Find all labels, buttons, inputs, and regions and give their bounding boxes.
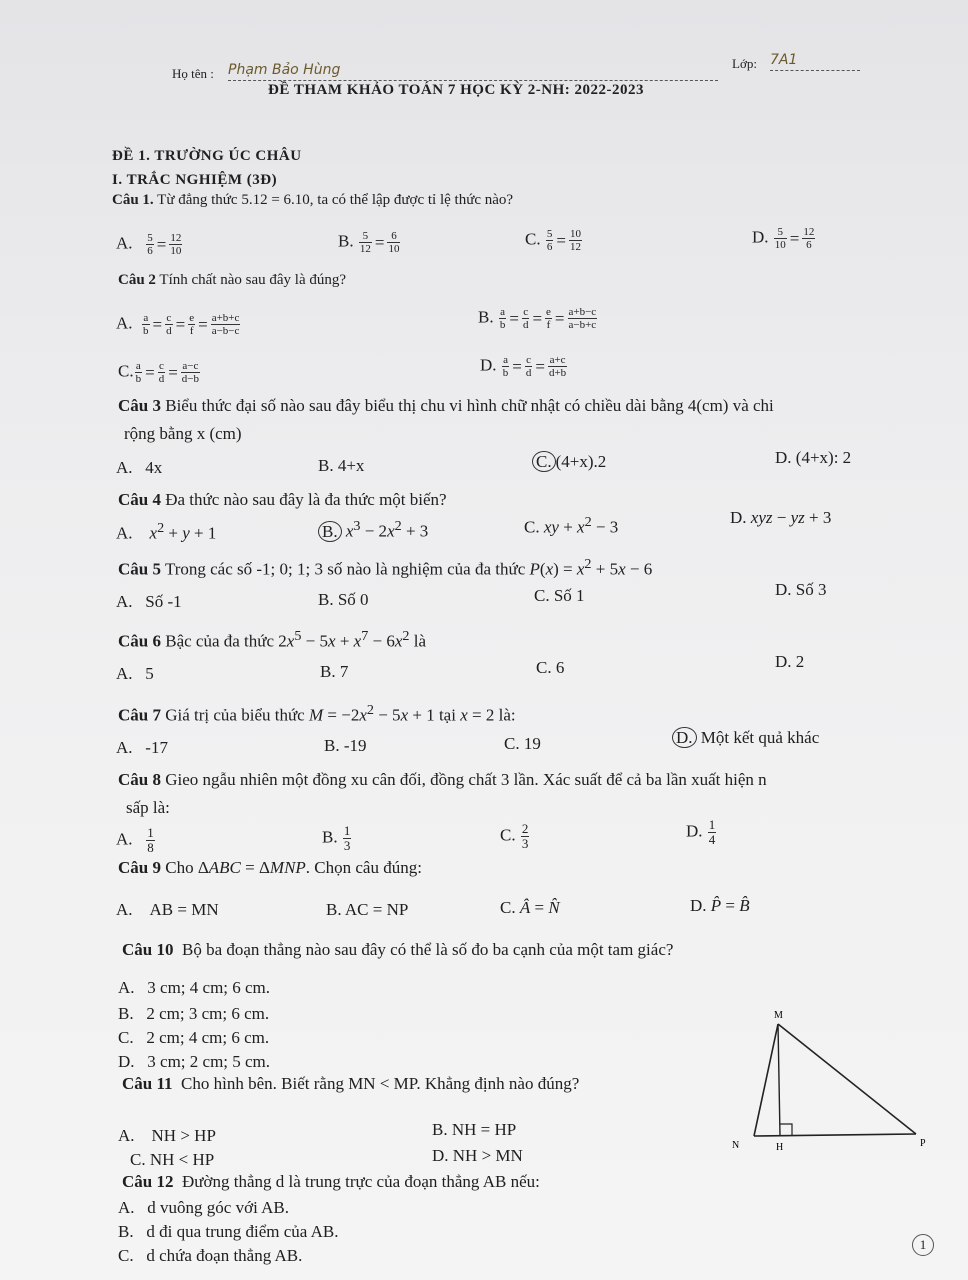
q5-stem: Câu 5 Trong các số -1; 0; 1; 3 số nào là nghiệm của đa thức $P(x) = x^2 + 5x - 6$: [118, 556, 653, 579]
q9-option-a: A. AB = MN: [116, 900, 219, 919]
q11-stem: Câu 11 Cho hình bên. Biết rằng MN < MP. Khẳng định nào đúng?: [122, 1074, 580, 1093]
segment-mn: [754, 1024, 778, 1136]
q9-stem: Câu 9 Cho ΔABC = ΔMNP. Chọn câu đúng:: [118, 858, 422, 877]
exam-header-title: ĐỀ THAM KHẢO TOÁN 7 HỌC KỲ 2-NH: 2022-2023: [268, 82, 645, 98]
q8-stem-cont: sấp là:: [126, 798, 170, 817]
q6-option-c: C. 6: [536, 658, 565, 677]
q5-option-c: C. Số 1: [534, 586, 585, 605]
q3-stem: Câu 3 Biểu thức đại số nào sau đây biểu thị chu vi hình chữ nhật có chiều dài bằng 4(cm) và chi: [118, 396, 774, 415]
q7-option-c: C. 19: [504, 734, 541, 753]
q5-option-b: B. Số 0: [318, 590, 369, 609]
q1-option-d: D. $\frac{5}{10}$ = $\frac{12}{6}$: [752, 226, 815, 251]
right-angle-mark: [780, 1124, 792, 1136]
q2-option-d: D. $\frac{a}{b}$ = $\frac{c}{d}$ = $\frac{a+c}{d+b}$: [480, 354, 567, 379]
q3-stem-cont: rộng bằng x (cm): [124, 424, 242, 443]
q3-option-a: A. 4x: [116, 458, 163, 477]
q11-option-c: C. NH < HP: [130, 1150, 215, 1169]
q10-option-d: D. 3 cm; 2 cm; 5 cm.: [118, 1052, 271, 1071]
q3-option-d: D. (4+x): 2: [775, 448, 852, 467]
q7-option-b: B. -19: [324, 736, 367, 755]
q8-stem: Câu 8 Gieo ngẫu nhiên một đồng xu cân đối, đồng chất 3 lần. Xác suất để cả ba lần xuất hiện n: [118, 770, 767, 789]
label-h: H: [776, 1142, 784, 1153]
altitude-mh: [778, 1024, 780, 1136]
q9-option-b: B. AC = NP: [326, 900, 409, 919]
class-value: 7A1: [770, 50, 860, 71]
q6-option-b: B. 7: [320, 662, 349, 681]
triangle-mnp-figure: [728, 1006, 938, 1156]
q10-stem: Câu 10 Bộ ba đoạn thẳng nào sau đây có thể là số đo ba cạnh của một tam giác?: [122, 940, 674, 959]
q4-option-d: D. xyz − yz + 3: [730, 508, 832, 527]
segment-mp: [778, 1024, 916, 1134]
q8-option-d: D. $\frac{1}{4}$: [686, 817, 716, 847]
q3-option-c: C. (4+x).2: [532, 452, 606, 472]
q7-option-a: A. -17: [116, 738, 168, 757]
name-label: Họ tên :: [172, 66, 214, 81]
q5-option-d: D. Số 3: [775, 580, 827, 599]
q12-option-c: C. d chứa đoạn thẳng AB.: [118, 1246, 303, 1265]
part-title: I. TRẮC NGHIỆM (3Đ): [112, 172, 278, 188]
q7-option-d: D. Một kết quả khác: [672, 728, 819, 748]
q8-option-c: C. $\frac{2}{3}$: [500, 821, 529, 851]
student-name: Phạm Bảo Hùng: [228, 60, 718, 81]
q6-option-a: A. 5: [116, 664, 154, 683]
label-p: P: [920, 1138, 926, 1149]
exam-title: ĐỀ 1. TRƯỜNG ÚC CHÂU: [112, 148, 302, 164]
q4-option-a: A. $x^2 + y + 1$: [116, 520, 217, 543]
q12-stem: Câu 12 Đường thẳng d là trung trực của đoạn thẳng AB nếu:: [122, 1172, 540, 1191]
q6-stem: Câu 6 Bậc của đa thức $2x^5 - 5x + x^7 - 6x^2$ là: [118, 628, 427, 651]
class-label: Lớp:: [732, 56, 757, 71]
q4-option-b: B. $x^3 - 2x^2 + 3$: [318, 516, 428, 542]
q3-option-b: B. 4+x: [318, 456, 365, 475]
q7-stem: Câu 7 Giá trị của biểu thức $M = -2x^2 - 5x + 1$ tại x = 2 là:: [118, 702, 516, 725]
q8-option-b: B. $\frac{1}{3}$: [322, 823, 351, 853]
q4-stem: Câu 4 Đa thức nào sau đây là đa thức một biến?: [118, 490, 447, 509]
label-m: M: [774, 1010, 783, 1021]
q11-option-a: A. NH > HP: [118, 1126, 216, 1145]
q10-option-b: B. 2 cm; 3 cm; 6 cm.: [118, 1004, 270, 1023]
q2-option-b: B. $\frac{a}{b}$ = $\frac{c}{d}$ = $\frac{e}{f}$ = $\frac{a+b-c}{a-b+c}$: [478, 306, 597, 331]
q10-option-a: A. 3 cm; 4 cm; 6 cm.: [118, 978, 271, 997]
q12-option-b: B. d đi qua trung điểm của AB.: [118, 1222, 339, 1241]
segment-np: [754, 1134, 916, 1136]
q1-option-c: C. $\frac{5}{6}$ = $\frac{10}{12}$: [525, 228, 581, 253]
q4-option-c: C. xy + $x^2 - 3$: [524, 514, 619, 537]
q11-option-d: D. NH > MN: [432, 1146, 523, 1165]
q9-option-d: D. P̂ = B̂: [690, 896, 750, 915]
q8-option-a: A. $\frac{1}{8}$: [116, 825, 154, 855]
q11-option-b: B. NH = HP: [432, 1120, 517, 1139]
q9-option-c: C. Â = N̂: [500, 898, 560, 917]
q10-option-c: C. 2 cm; 4 cm; 6 cm.: [118, 1028, 270, 1047]
q1-stem: Câu 1. Từ đẳng thức 5.12 = 6.10, ta có thể lập được tỉ lệ thức nào?: [112, 192, 514, 208]
q1-option-b: B. $\frac{5}{12}$ = $\frac{6}{10}$: [338, 230, 400, 255]
q6-option-d: D. 2: [775, 652, 805, 671]
q1-option-a: A. $\frac{5}{6}$ = $\frac{12}{10}$: [116, 232, 182, 257]
page-number: 1: [912, 1234, 934, 1256]
label-n: N: [732, 1140, 740, 1151]
q2-option-a: A. $\frac{a}{b}$ = $\frac{c}{d}$ = $\frac{e}{f}$ = $\frac{a+b+c}{a-b-c}$: [116, 312, 240, 337]
q5-option-a: A. Số -1: [116, 592, 182, 611]
q12-option-a: A. d vuông góc với AB.: [118, 1198, 289, 1217]
q2-option-c: C. $\frac{a}{b}$ = $\frac{c}{d}$ = $\frac{a-c}{d-b}$: [118, 360, 199, 385]
q2-stem: Câu 2 Tính chất nào sau đây là đúng?: [118, 272, 347, 288]
